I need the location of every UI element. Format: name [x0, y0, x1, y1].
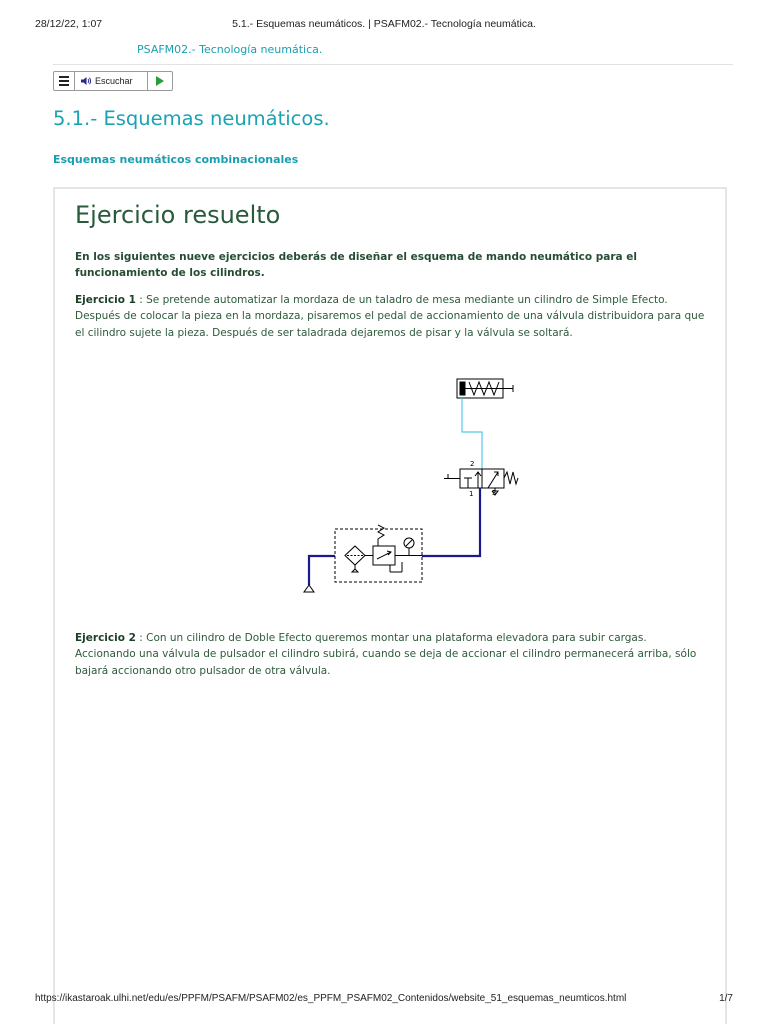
page-number: 1/7: [719, 993, 733, 1004]
page-url: https://ikastaroak.ulhi.net/edu/es/PPFM/PSAFM/PSAFM02/es_PPFM_PSAFM02_Contenidos/website_51_esquemas_neumticos.html: [35, 993, 627, 1004]
print-page-title: 5.1.- Esquemas neumáticos. | PSAFM02.- Tecnología neumática.: [232, 18, 536, 30]
supply-source-icon: [304, 585, 314, 592]
exercise-1: [75, 292, 710, 341]
port-2-label: 2: [470, 460, 475, 468]
pressure-line: [422, 488, 480, 556]
single-acting-cylinder: [457, 379, 513, 398]
exercise-2-label: Ejercicio 2: [75, 632, 136, 644]
exercise-1-text: : Se pretende automatizar la mordaza de un taladro de mesa mediante un cilindro de Simple Efecto. Después de colocar la pieza en la mordaza, pisaremos el pedal de accionamiento de una válvula distribuidora para que el cilindro sujete la pieza. Después de ser taladrada dejaremos de pisar y la válvula se soltará.: [75, 294, 705, 339]
supply-line: [309, 556, 335, 585]
port-3-label: 3: [492, 489, 497, 497]
menu-icon[interactable]: [54, 72, 75, 90]
page-title: 5.1.- Esquemas neumáticos.: [53, 107, 330, 130]
exercise-2-text: : Con un cilindro de Doble Efecto queremos montar una plataforma elevadora para subir cargas. Accionando una válvula de pulsador el cilindro subirá, cuando se deja de accionar el cilindro permanecerá arriba, sólo bajará accionando otro pulsador de otra válvula.: [75, 632, 697, 677]
readspeaker-player: [53, 71, 173, 91]
listen-button[interactable]: [75, 72, 148, 90]
card-title: Ejercicio resuelto: [75, 201, 281, 229]
exercise-1-label: Ejercicio 1: [75, 294, 136, 306]
port-1-label: 1: [469, 490, 474, 498]
play-icon: [156, 76, 164, 86]
frl-unit: [335, 525, 422, 582]
exercise-card: [53, 187, 727, 1024]
print-datetime: 28/12/22, 1:07: [35, 18, 103, 30]
play-button[interactable]: [148, 72, 172, 90]
course-link[interactable]: PSAFM02.- Tecnología neumática.: [137, 43, 323, 56]
section-link[interactable]: Esquemas neumáticos combinacionales: [53, 153, 299, 166]
intro-text: En los siguientes nueve ejercicios deberás de diseñar el esquema de mando neumático para el funcionamiento de los cilindros.: [75, 251, 637, 279]
speaker-icon: [80, 76, 92, 86]
listen-label: Escuchar: [95, 76, 133, 86]
divider: [53, 64, 733, 65]
print-header: [0, 0, 768, 30]
exercise-2: [75, 630, 710, 679]
pilot-line: [462, 398, 482, 469]
print-footer: [0, 993, 768, 1013]
pneumatic-diagram: [298, 372, 523, 602]
